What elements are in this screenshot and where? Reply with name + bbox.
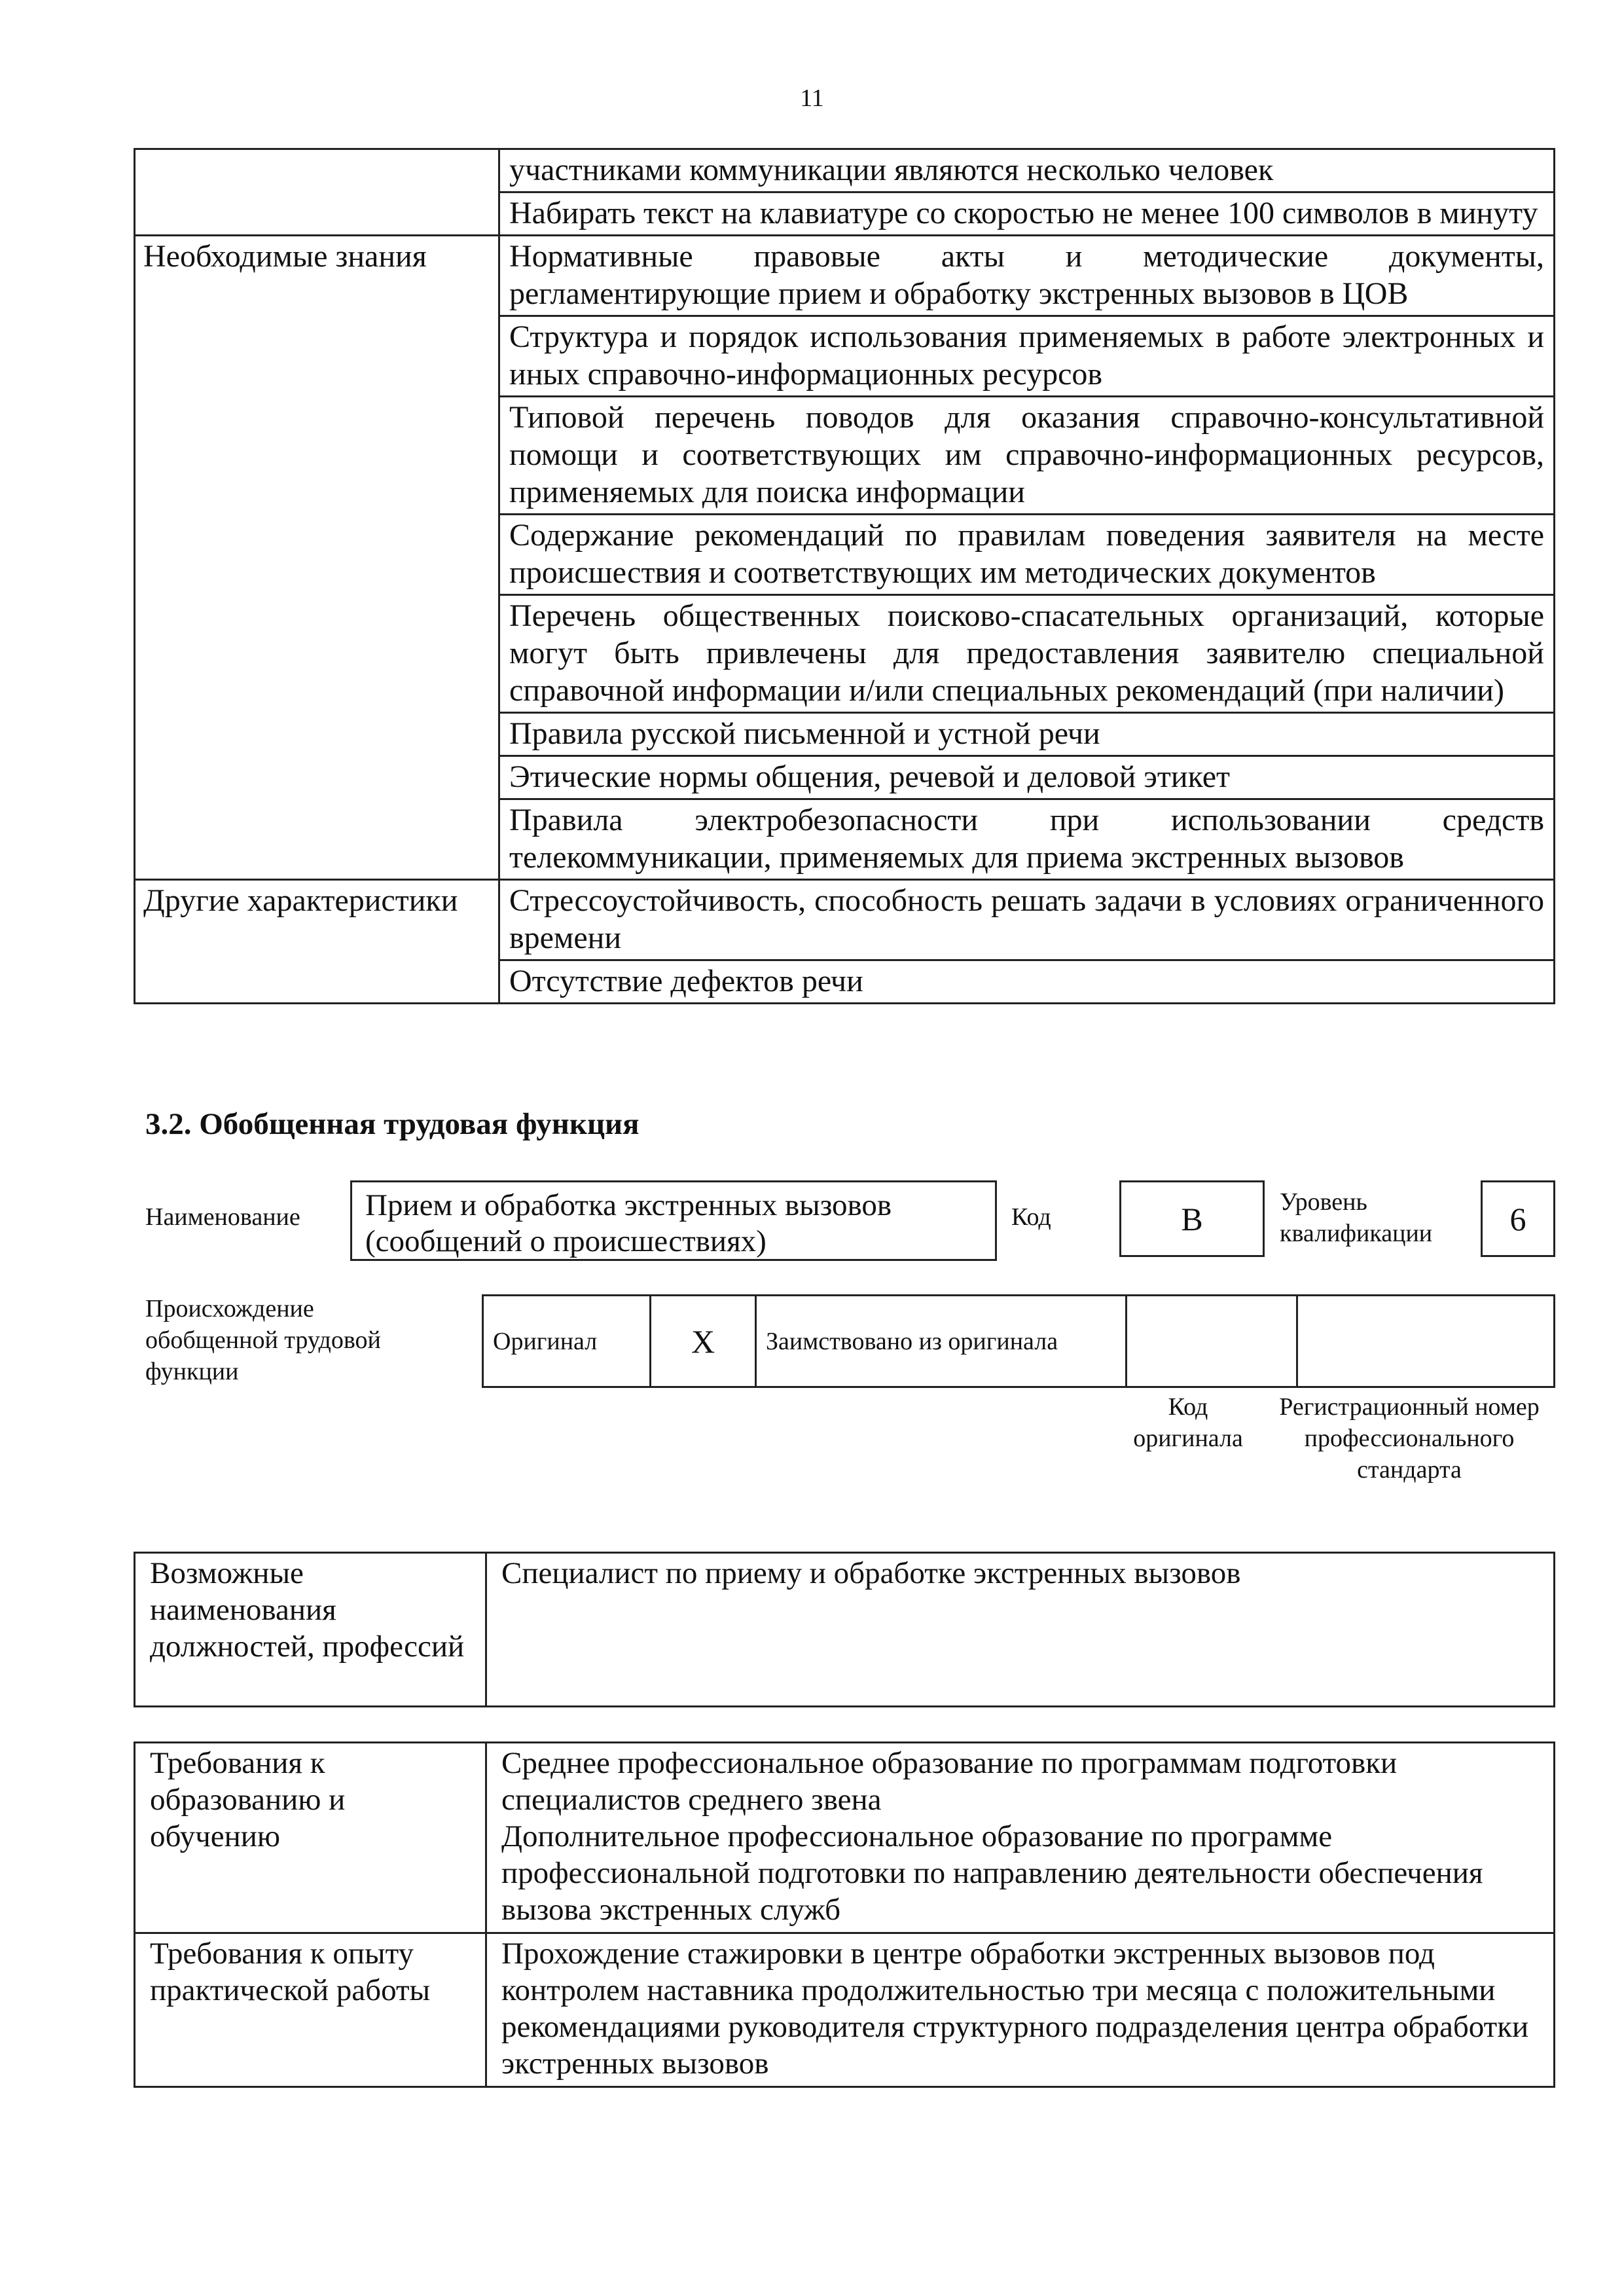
name-label: Наименование bbox=[145, 1203, 300, 1231]
education-value bbox=[486, 1743, 1555, 1933]
original-code-cell bbox=[1127, 1296, 1297, 1387]
table-cell: участниками коммуникации являются несколько человек bbox=[499, 149, 1555, 192]
table-cell: Перечень общественных поисково-спасательных организаций, которые могут быть привлечены для предоставления заявителю специальной справочной информации и/или специальных рекомендаций (при наличии) bbox=[499, 595, 1555, 713]
table-row bbox=[135, 880, 1555, 960]
experience-line: Прохождение стажировки в центре обработки экстренных вызовов под контролем наставника продолжительностью три месяца с положительными рекомендациями руководителя структурного подразделения центра обработки экстренных вызовов bbox=[501, 1937, 1529, 2081]
borrowed-label-cell: Заимствовано из оригинала bbox=[756, 1296, 1127, 1387]
table-row bbox=[135, 1743, 1555, 1933]
origin-table bbox=[482, 1294, 1555, 1388]
original-mark-cell: X bbox=[651, 1296, 756, 1387]
table-cell: Правила электробезопасности при использовании средств телекоммуникации, применяемых для приема экстренных вызовов bbox=[499, 799, 1555, 880]
knowledge-table bbox=[134, 148, 1555, 1004]
level-label: Уровень квалификации bbox=[1280, 1188, 1433, 1247]
table-cell: Стрессоустойчивость, способность решать задачи в условиях ограниченного времени bbox=[499, 880, 1555, 960]
table-row bbox=[135, 1933, 1555, 2087]
education-label: Требования к образованию и обучению bbox=[135, 1743, 486, 1933]
positions-table bbox=[134, 1552, 1555, 1707]
table-cell: Нормативные правовые акты и методические документы, регламентирующие прием и обработку экстренных вызовов в ЦОВ bbox=[499, 236, 1555, 316]
experience-value bbox=[486, 1933, 1555, 2087]
caption-original-code: Код оригинала bbox=[1133, 1393, 1243, 1452]
code-label: Код bbox=[1011, 1203, 1051, 1231]
page-number: 11 bbox=[800, 84, 824, 112]
row-label: Другие характеристики bbox=[135, 880, 499, 1004]
caption-registration-number: Регистрационный номер профессионального стандарта bbox=[1279, 1393, 1540, 1484]
table-cell: Этические нормы общения, речевой и деловой этикет bbox=[499, 756, 1555, 799]
original-label-cell: Оригинал bbox=[483, 1296, 651, 1387]
requirements-table bbox=[134, 1741, 1555, 2088]
table-cell: Структура и порядок использования применяемых в работе электронных и иных справочно-информационных ресурсов bbox=[499, 316, 1555, 397]
table-cell: Правила русской письменной и устной речи bbox=[499, 713, 1555, 756]
origin-label: Происхождение обобщенной трудовой функции bbox=[145, 1295, 381, 1385]
positions-value: Специалист по приему и обработке экстренных вызовов bbox=[486, 1553, 1555, 1707]
table-cell: Отсутствие дефектов речи bbox=[499, 960, 1555, 1004]
table-row bbox=[135, 236, 1555, 316]
positions-label: Возможные наименования должностей, профессий bbox=[135, 1553, 486, 1707]
table-row bbox=[135, 149, 1555, 192]
table-row bbox=[483, 1296, 1555, 1387]
education-line: Дополнительное профессиональное образование по программе профессиональной подготовки по направлению деятельности обеспечения вызова экстренных служб bbox=[501, 1819, 1483, 1927]
function-name-box: Прием и обработка экстренных вызовов (сообщений о происшествиях) bbox=[350, 1180, 997, 1261]
registration-number-cell bbox=[1297, 1296, 1555, 1387]
table-cell: Содержание рекомендаций по правилам поведения заявителя на месте происшествия и соответствующих им методических документов bbox=[499, 515, 1555, 595]
table-cell: Набирать текст на клавиатуре со скоростью не менее 100 символов в минуту bbox=[499, 192, 1555, 236]
table-row bbox=[135, 1553, 1555, 1707]
section-title: 3.2. Обобщенная трудовая функция bbox=[145, 1107, 640, 1141]
experience-label: Требования к опыту практической работы bbox=[135, 1933, 486, 2087]
table-cell: Типовой перечень поводов для оказания справочно-консультативной помощи и соответствующих им справочно-информационных ресурсов, применяемых для поиска информации bbox=[499, 397, 1555, 515]
code-box: B bbox=[1119, 1180, 1265, 1257]
row-label bbox=[135, 149, 499, 236]
level-box: 6 bbox=[1481, 1180, 1555, 1257]
row-label: Необходимые знания bbox=[135, 236, 499, 880]
education-line: Среднее профессиональное образование по программам подготовки специалистов среднего звена bbox=[501, 1746, 1398, 1817]
